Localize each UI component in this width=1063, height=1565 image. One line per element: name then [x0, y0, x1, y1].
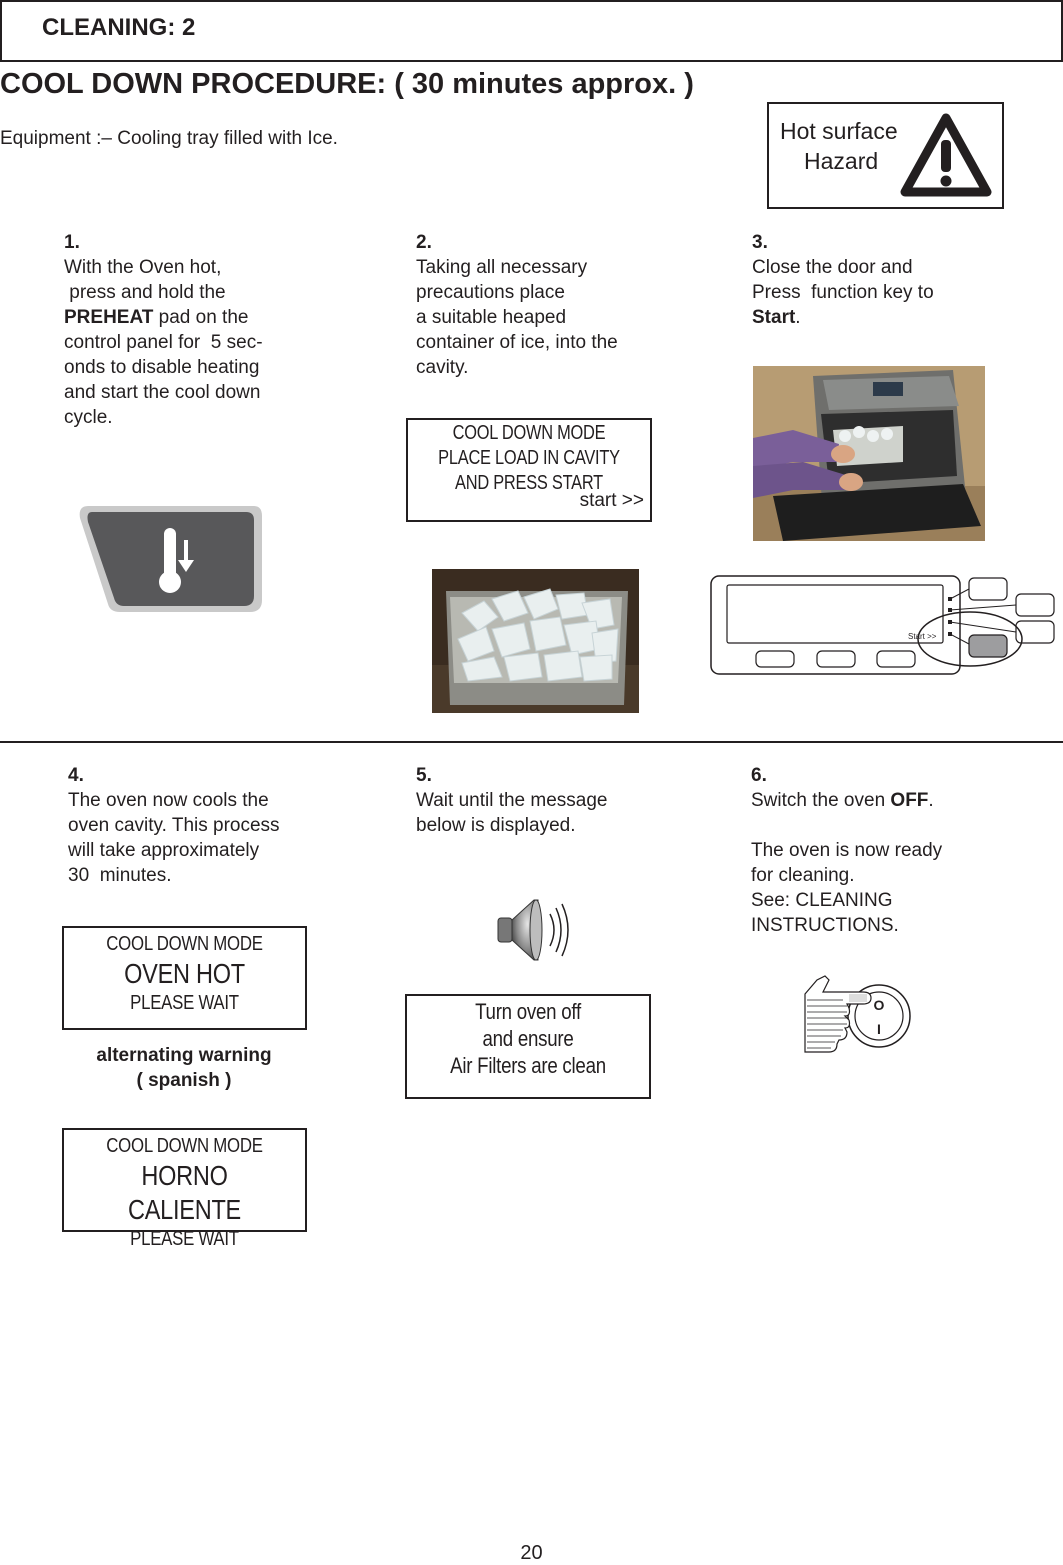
lcd-line: Turn oven off: [475, 999, 581, 1024]
step-1-line: press and hold the: [64, 282, 226, 303]
warning-triangle-icon: [899, 112, 993, 200]
page-title: COOL DOWN PROCEDURE: ( 30 minutes approx. ): [0, 68, 694, 100]
step-2-number: 2.: [416, 232, 432, 253]
step-2-line: container of ice, into the: [416, 332, 618, 353]
lcd-line: COOL DOWN MODE: [452, 422, 606, 444]
switch-on-label: I: [877, 1021, 881, 1037]
step-6-line: Switch the oven: [751, 790, 891, 811]
step-4-line: will take approximately: [68, 840, 260, 861]
lcd-line: AND PRESS START: [455, 472, 603, 494]
step-3: [752, 230, 1012, 330]
lcd-display-oven-hot: [62, 926, 307, 1030]
section-title: CLEANING: 2: [42, 14, 196, 41]
control-panel-diagram: [710, 574, 1060, 676]
lcd-display-horno-caliente: [62, 1128, 307, 1250]
step-2-line: Taking all necessary: [416, 257, 588, 278]
off-keyword: OFF: [890, 790, 929, 811]
panel-start-label: Start >>: [908, 632, 937, 641]
lcd-line: PLACE LOAD IN CAVITY: [438, 447, 620, 469]
alternating-warning-line: ( spanish ): [136, 1070, 232, 1091]
step-3-line: Press function key to: [752, 282, 934, 303]
step-6-line: See: CLEANING: [751, 890, 893, 911]
step-6-line: for cleaning.: [751, 865, 855, 886]
step-2-line: cavity.: [416, 357, 469, 378]
step-5: [416, 763, 676, 838]
step-1: [64, 230, 324, 430]
step-6-number: 6.: [751, 765, 767, 786]
section-divider: [0, 741, 1063, 743]
step-3-line: Close the door and: [752, 257, 913, 278]
page-number: 20: [520, 1542, 543, 1564]
hazard-box: [767, 102, 1004, 209]
lcd-line: COOL DOWN MODE: [106, 933, 263, 955]
preheat-keyword: PREHEAT: [64, 307, 154, 328]
step-1-line: pad on the: [153, 307, 249, 328]
step-2: [416, 230, 676, 380]
step-3-number: 3.: [752, 232, 768, 253]
step-1-line: cycle.: [64, 407, 113, 428]
power-switch-icon: [803, 972, 913, 1058]
preheat-thermometer-icon: [78, 500, 264, 618]
ice-tray-photo: [432, 569, 639, 713]
step-5-line: Wait until the message: [416, 790, 608, 811]
lcd-display-cool-down: [406, 418, 652, 522]
lcd-line: PLEASE WAIT: [130, 1228, 239, 1250]
step-4-line: The oven now cools the: [68, 790, 269, 811]
step-1-line: and start the cool down: [64, 382, 261, 403]
step-4: [68, 763, 328, 888]
lcd-line: PLEASE WAIT: [130, 992, 239, 1014]
equipment-note: Equipment :– Cooling tray filled with Ice.: [0, 128, 338, 149]
step-1-line: control panel for 5 sec-: [64, 332, 263, 353]
alternating-warning-line: alternating warning: [96, 1045, 272, 1066]
alternating-warning-label: [62, 1043, 306, 1093]
step-6-line: The oven is now ready: [751, 840, 943, 861]
lcd-line: Air Filters are clean: [450, 1053, 606, 1078]
step-2-line: precautions place: [416, 282, 565, 303]
step-5-line: below is displayed.: [416, 815, 576, 836]
lcd-display-filters: [405, 994, 651, 1099]
step-3-line: .: [795, 307, 801, 328]
lcd-line: COOL DOWN MODE: [106, 1135, 263, 1157]
lcd-line: OVEN HOT: [124, 958, 245, 989]
lcd-line: and ensure: [482, 1026, 574, 1051]
step-6: [751, 763, 1031, 938]
step-2-line: a suitable heaped: [416, 307, 567, 328]
step-1-line: With the Oven hot,: [64, 257, 222, 278]
hazard-line-2: Hazard: [804, 148, 879, 174]
oven-loading-photo: [753, 366, 985, 541]
step-1-number: 1.: [64, 232, 80, 253]
start-keyword: Start: [752, 307, 796, 328]
step-5-number: 5.: [416, 765, 432, 786]
step-4-number: 4.: [68, 765, 84, 786]
lcd-start-label: start >>: [579, 490, 644, 511]
step-4-line: 30 minutes.: [68, 865, 172, 886]
speaker-icon: [496, 896, 578, 964]
step-6-line: INSTRUCTIONS.: [751, 915, 899, 936]
step-6-line: .: [928, 790, 934, 811]
switch-off-label: O: [873, 997, 885, 1013]
section-header: [0, 0, 1063, 62]
lcd-line: HORNO CALIENTE: [127, 1160, 242, 1225]
hazard-line-1: Hot surface: [780, 118, 898, 144]
step-4-line: oven cavity. This process: [68, 815, 280, 836]
step-1-line: onds to disable heating: [64, 357, 260, 378]
